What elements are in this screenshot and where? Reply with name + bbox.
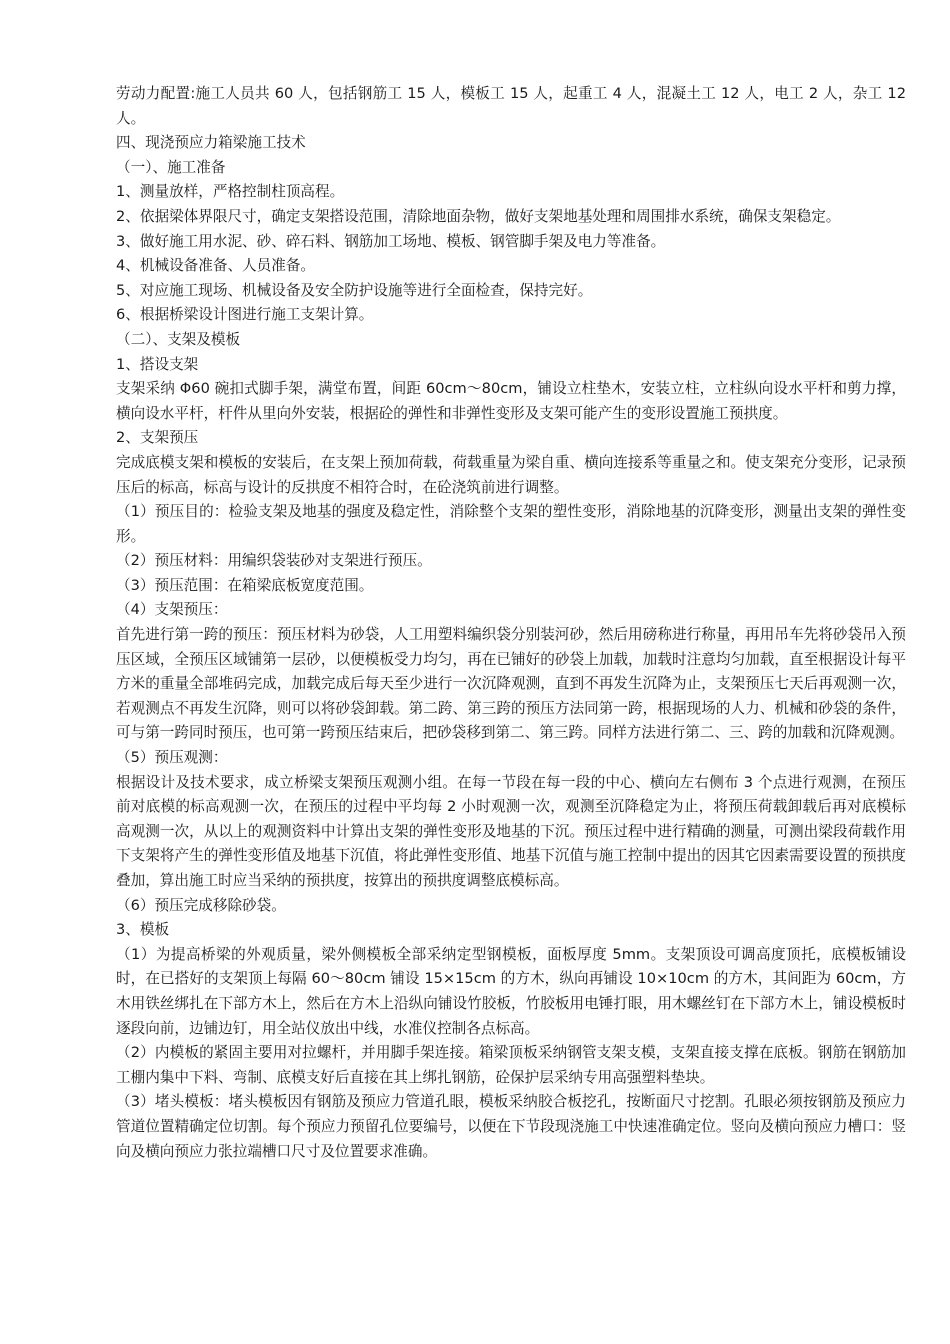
list-item: 6、根据桥梁设计图进行施工支架计算。	[116, 306, 374, 324]
section-heading: 四、现浇预应力箱梁施工技术	[116, 134, 306, 152]
subsection-heading: （二）、支架及模板	[116, 330, 241, 348]
list-item: 1、测量放样，严格控制柱顶高程。	[116, 183, 345, 201]
subsection-heading: （一）、施工准备	[116, 158, 226, 176]
list-item: （1）预压目的：检验支架及地基的强度及稳定性，消除整个支架的塑性变形，消除地基的沉降变形，测量出支架的弹性变形。	[116, 503, 906, 545]
list-item: （1）为提高桥梁的外观质量，梁外侧模板全部采纳定型钢模板，面板厚度 5mm。支架顶设可调高度顶托，底模板铺设时，在已搭好的支架顶上每隔 60～80cm 铺设 15×15cm 的方木，纵向再铺设 10×10cm 的方木，其间距为 60cm，方木用铁丝绑扎在下部方木上，然后在方木上沿纵向铺设竹胶板，竹胶板用电锤打眼，用木螺丝钉在下部方木上，铺设模板时逐段向前，边铺边钉，用全站仪放出中线，水准仪控制各点标高。	[116, 945, 906, 1037]
list-item: （3）预压范围：在箱梁底板宽度范围。	[116, 576, 374, 594]
body-paragraph: 首先进行第一跨的预压：预压材料为砂袋，人工用塑料编织袋分别装河砂，然后用磅称进行称量，再用吊车先将砂袋吊入预压区域，全预压区域铺第一层砂，以便模板受力均匀，再在已铺好的砂袋上加载，加载时注意均匀加载，直至根据设计每平方米的重量全部堆码完成，加载完成后每天至少进行一次沉降观测，直到不再发生沉降为止，支架预压七天后再观测一次，若观测点不再发生沉降，则可以将砂袋卸载。第二跨、第三跨的预压方法同第一跨，根据现场的人力、机械和砂袋的条件，可与第一跨同时预压，也可第一跨预压结束后，把砂袋移到第二、第三跨。同样方法进行第二、三、跨的加载和沉降观测。	[116, 626, 906, 742]
list-item: （5）预压观测：	[116, 749, 228, 767]
body-paragraph: 根据设计及技术要求，成立桥梁支架预压观测小组。在每一节段在每一段的中心、横向左右侧布 3 个点进行观测，在预压前对底模的标高观测一次，在预压的过程中平均每 2 小时观测一次，观测至沉降稳定为止，将预压荷载卸载后再对底模标高观测一次，从以上的观测资料中计算出支架的弹性变形及地基的下沉。预压过程中进行精确的测量，可测出梁段荷载作用下支架将产生的弹性变形值及地基下沉值，将此弹性变形值、地基下沉值与施工控制中提出的因其它因素需要设置的预拱度叠加，算出施工时应当采纳的预拱度，按算出的预拱度调整底模标高。	[116, 773, 906, 889]
list-item: 2、依据梁体界限尺寸，确定支架搭设范围，清除地面杂物，做好支架地基处理和周围排水系统，确保支架稳定。	[116, 207, 841, 225]
body-paragraph: 支架采纳 Φ60 碗扣式脚手架，满堂布置，间距 60cm～80cm，铺设立柱垫木，安装立柱，立柱纵向设水平杆和剪力撑，横向设水平杆，杆件从里向外安装，根据砼的弹性和非弹性变形及支架可能产生的变形设置施工预拱度。	[116, 380, 906, 422]
item-heading: 2、支架预压	[116, 429, 199, 447]
list-item: （2）内模板的紧固主要用对拉螺杆，并用脚手架连接。箱梁顶板采纳钢管支架支模，支架直接支撑在底板。钢筋在钢筋加工棚内集中下料、弯制、底模支好后直接在其上绑扎钢筋，砼保护层采纳专用高强塑料垫块。	[116, 1044, 906, 1086]
list-item: （6）预压完成移除砂袋。	[116, 896, 286, 914]
list-item: （3）堵头模板：堵头模板因有钢筋及预应力管道孔眼，模板采纳胶合板挖孔，按断面尺寸挖割。孔眼必须按钢筋及预应力管道位置精确定位切割。每个预应力预留孔位要编号，以便在下节段现浇施工中快速准确定位。竖向及横向预应力槽口：竖向及横向预应力张拉端槽口尺寸及位置要求准确。	[116, 1093, 906, 1160]
list-item: 5、对应施工现场、机械设备及安全防护设施等进行全面检查，保持完好。	[116, 281, 593, 299]
item-heading: 3、模板	[116, 921, 170, 939]
list-item: （2）预压材料：用编织袋装砂对支架进行预压。	[116, 552, 432, 570]
list-item: 3、做好施工用水泥、砂、碎石料、钢筋加工场地、模板、钢管脚手架及电力等准备。	[116, 232, 666, 250]
list-item: 4、机械设备准备、人员准备。	[116, 257, 316, 275]
item-heading: 1、搭设支架	[116, 355, 199, 373]
list-item: （4）支架预压：	[116, 601, 228, 619]
paragraph-labor: 劳动力配置:施工人员共 60 人，包括钢筋工 15 人，模板工 15 人，起重工 4 人，混凝土工 12 人，电工 2 人，杂工 12 人。	[116, 85, 906, 127]
body-paragraph: 完成底模支架和模板的安装后，在支架上预加荷载，荷载重量为梁自重、横向连接系等重量之和。使支架充分变形，记录预压后的标高，标高与设计的反拱度不相符合时，在砼浇筑前进行调整。	[116, 453, 906, 496]
